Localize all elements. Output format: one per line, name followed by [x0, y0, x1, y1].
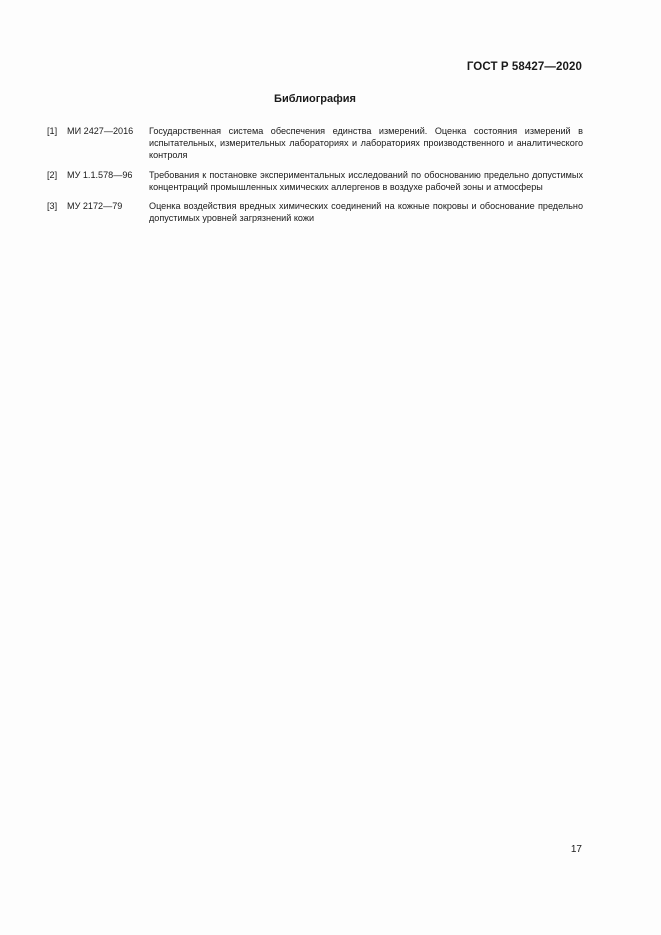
section-title: Библиография: [274, 93, 356, 105]
entry-number: [2]: [47, 169, 58, 180]
bibliography-entry: [47, 169, 583, 193]
bibliography-entry: [47, 125, 583, 162]
entry-title: Требования к постановке экспериментальных исследований по обоснованию предельно допустимых концентраций промышленных химических аллергенов в воздухе рабочей зоны и атмосферы: [149, 169, 583, 192]
bibliography-entry: [47, 200, 583, 224]
entry-title: Государственная система обеспечения единства измерений. Оценка состояния измерений в испытательных, измерительных лабораториях и лабораториях производственного и аналитического контроля: [149, 126, 583, 161]
entry-reference: МУ 1.1.578—96: [67, 169, 133, 180]
entry-title: Оценка воздействия вредных химических соединений на кожные покровы и обоснование предельно допустимых уровней загрязнений кожи: [149, 201, 583, 224]
entry-reference: МИ 2427—2016: [67, 126, 134, 136]
entry-reference: МУ 2172—79: [67, 201, 123, 212]
entry-number: [1]: [47, 126, 58, 136]
bibliography-list: [47, 125, 583, 231]
entry-number: [3]: [47, 201, 58, 212]
document-code: ГОСТ Р 58427—2020: [466, 61, 582, 73]
page-number: 17: [570, 844, 582, 855]
